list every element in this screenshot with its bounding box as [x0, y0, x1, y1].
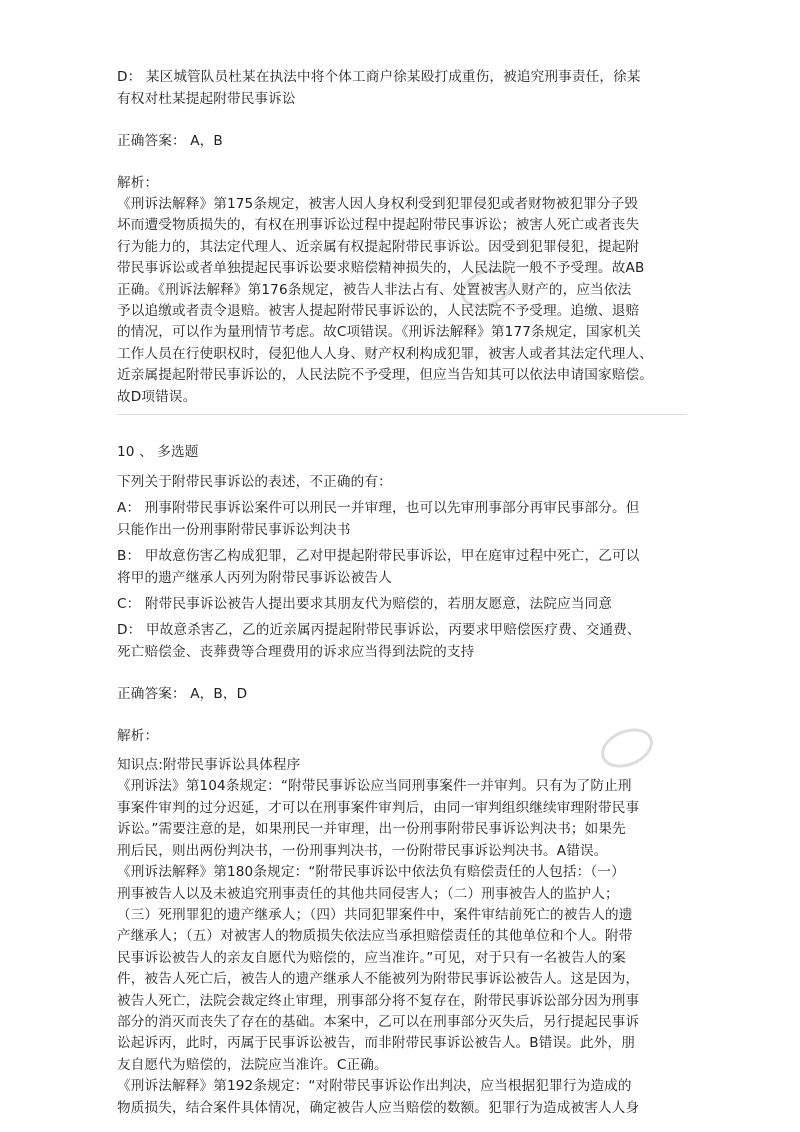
- text-line: 故D项错误。: [117, 388, 197, 405]
- text-line: 诉讼。”需要注意的是，如果刑民一并审理，出一份刑事附带民事诉讼判决书；如果先: [117, 821, 626, 838]
- text-line: （三）死刑罪犯的遗产继承人；（四）共同犯罪案件中，案件审结前死亡的被告人的遗: [117, 906, 633, 923]
- text-line: 行为能力的，其法定代理人、近亲属有权提起附带民事诉讼。因受到犯罪侵犯，提起附: [117, 238, 640, 255]
- text-line: 坏而遭受物质损失的，有权在刑事诉讼过程中提起附带民事诉讼；被害人死亡或者丧失: [117, 217, 640, 234]
- analysis-label: 解析：: [117, 728, 159, 745]
- text-line: 《刑诉法解释》第175条规定，被害人因人身权利受到犯罪侵犯或者财物被犯罪分子毁: [117, 196, 639, 212]
- question-header: 10 、 多选题: [117, 444, 199, 461]
- analysis-text: [117, 755, 687, 1119]
- text-line: 死亡赔偿金、丧葬费等合理费用的诉求应当得到法院的支持: [117, 644, 475, 661]
- correct-answer: 正确答案： A，B，D: [117, 686, 248, 703]
- correct-answer: 正确答案： A，B: [117, 133, 223, 149]
- text-line: 事案件审判的过分迟延，才可以在刑事案件审判后，由同一审判组织继续审理附带民事: [117, 799, 640, 816]
- text-line: 正确。《刑诉法解释》第176条规定，被告人非法占有、处置被害人财产的，应当依法: [117, 281, 632, 298]
- text-line: 件，被告人死亡后，被告人的遗产继承人不能被列为附带民事诉讼被告人。这是因为，: [117, 971, 640, 988]
- question-stem: 下列关于附带民事诉讼的表述，不正确的有：: [117, 474, 392, 491]
- analysis-label: 解析：: [117, 175, 159, 191]
- text-line: 有权对杜某提起附带民事诉讼: [117, 91, 296, 107]
- text-line: 《刑诉法解释》第180条规定：“附带民事诉讼中依法负有赔偿责任的人包括：（一）: [117, 864, 625, 881]
- text-line: 刑后民，则出两份判决书，一份刑事判决书，一份附带民事诉讼判决书。A错误。: [117, 842, 608, 859]
- text-line: 部分的消灭而丧失了存在的基础。本案中，乙可以在刑事部分灭失后，另行提起民事诉: [117, 1013, 640, 1030]
- text-line: 物质损失，结合案件具体情况，确定被告人应当赔偿的数额。犯罪行为造成被害人人身: [117, 1099, 640, 1116]
- text-line: 被告人死亡，法院会裁定终止审理，刑事部分将不复存在，附带民事诉讼部分因为刑事: [117, 992, 640, 1009]
- text-line: 知识点:附带民事诉讼具体程序: [117, 757, 301, 774]
- text-line: C： 附带民事诉讼被告人提出要求其朋友代为赔偿的，若朋友愿意，法院应当同意: [117, 596, 613, 613]
- text-line: 产继承人；（五）对被害人的物质损失依法应当承担赔偿责任的其他单位和个人。附带: [117, 928, 633, 945]
- option-d: [117, 619, 687, 663]
- text-line: 近亲属提起附带民事诉讼的，人民法院不予受理，但应当告知其可以依法申请国家赔偿。: [117, 367, 654, 384]
- option-c: [117, 593, 687, 615]
- text-line: 刑事被告人以及未被追究刑事责任的其他共同侵害人；（二）刑事被告人的监护人；: [117, 885, 619, 902]
- text-line: 的情况，可以作为量刑情节考虑。故C项错误。《刑诉法解释》第177条规定，国家机关: [117, 324, 642, 341]
- option-b: [117, 545, 687, 589]
- option-a: [117, 497, 687, 541]
- text-line: 只能作出一份刑事附带民事诉讼判决书: [117, 522, 351, 539]
- text-line: 民事诉讼被告人的亲友自愿代为赔偿的，应当准许。”可见，对于只有一名被告人的案: [117, 949, 626, 966]
- text-line: 《刑诉法解释》第192条规定：“对附带民事诉讼作出判决，应当根据犯罪行为造成的: [117, 1078, 632, 1095]
- text-line: D： 某区城管队员杜某在执法中将个体工商户徐某殴打成重伤，被追究刑事责任，徐某: [117, 69, 641, 85]
- text-line: 带民事诉讼或者单独提起民事诉讼要求赔偿精神损失的，人民法院一般不予受理。故AB: [117, 260, 645, 277]
- text-line: 讼起诉丙，此时，丙属于民事诉讼被告，而非附带民事诉讼被告人。B错误。此外，朋: [117, 1035, 635, 1052]
- text-line: 工作人员在行使职权时，侵犯他人人身、财产权利构成犯罪，被害人或者其法定代理人、: [117, 345, 654, 362]
- document-page: [117, 66, 687, 1119]
- text-line: 《刑诉法》第104条规定：“附带民事诉讼应当同刑事案件一并审判。只有为了防止刑: [117, 778, 632, 795]
- text-line: 将甲的遗产继承人丙列为附带民事诉讼被告人: [117, 570, 392, 587]
- text-line: 予以追缴或者责令退赔。被害人提起附带民事诉讼的，人民法院不予受理。追缴、退赔: [117, 303, 640, 320]
- text-line: A： 刑事附带民事诉讼案件可以刑民一并审理，也可以先审刑事部分再审民事部分。但: [117, 500, 640, 517]
- text-line: B： 甲故意伤害乙构成犯罪，乙对甲提起附带民事诉讼，甲在庭审过程中死亡，乙可以: [117, 548, 640, 565]
- text-line: D： 甲故意杀害乙，乙的近亲属丙提起附带民事诉讼，丙要求甲赔偿医疗费、交通费、: [117, 622, 641, 639]
- analysis-text: [117, 194, 687, 408]
- prev-option-d: [117, 66, 687, 110]
- text-line: 友自愿代为赔偿的，法院应当准许。C正确。: [117, 1056, 388, 1073]
